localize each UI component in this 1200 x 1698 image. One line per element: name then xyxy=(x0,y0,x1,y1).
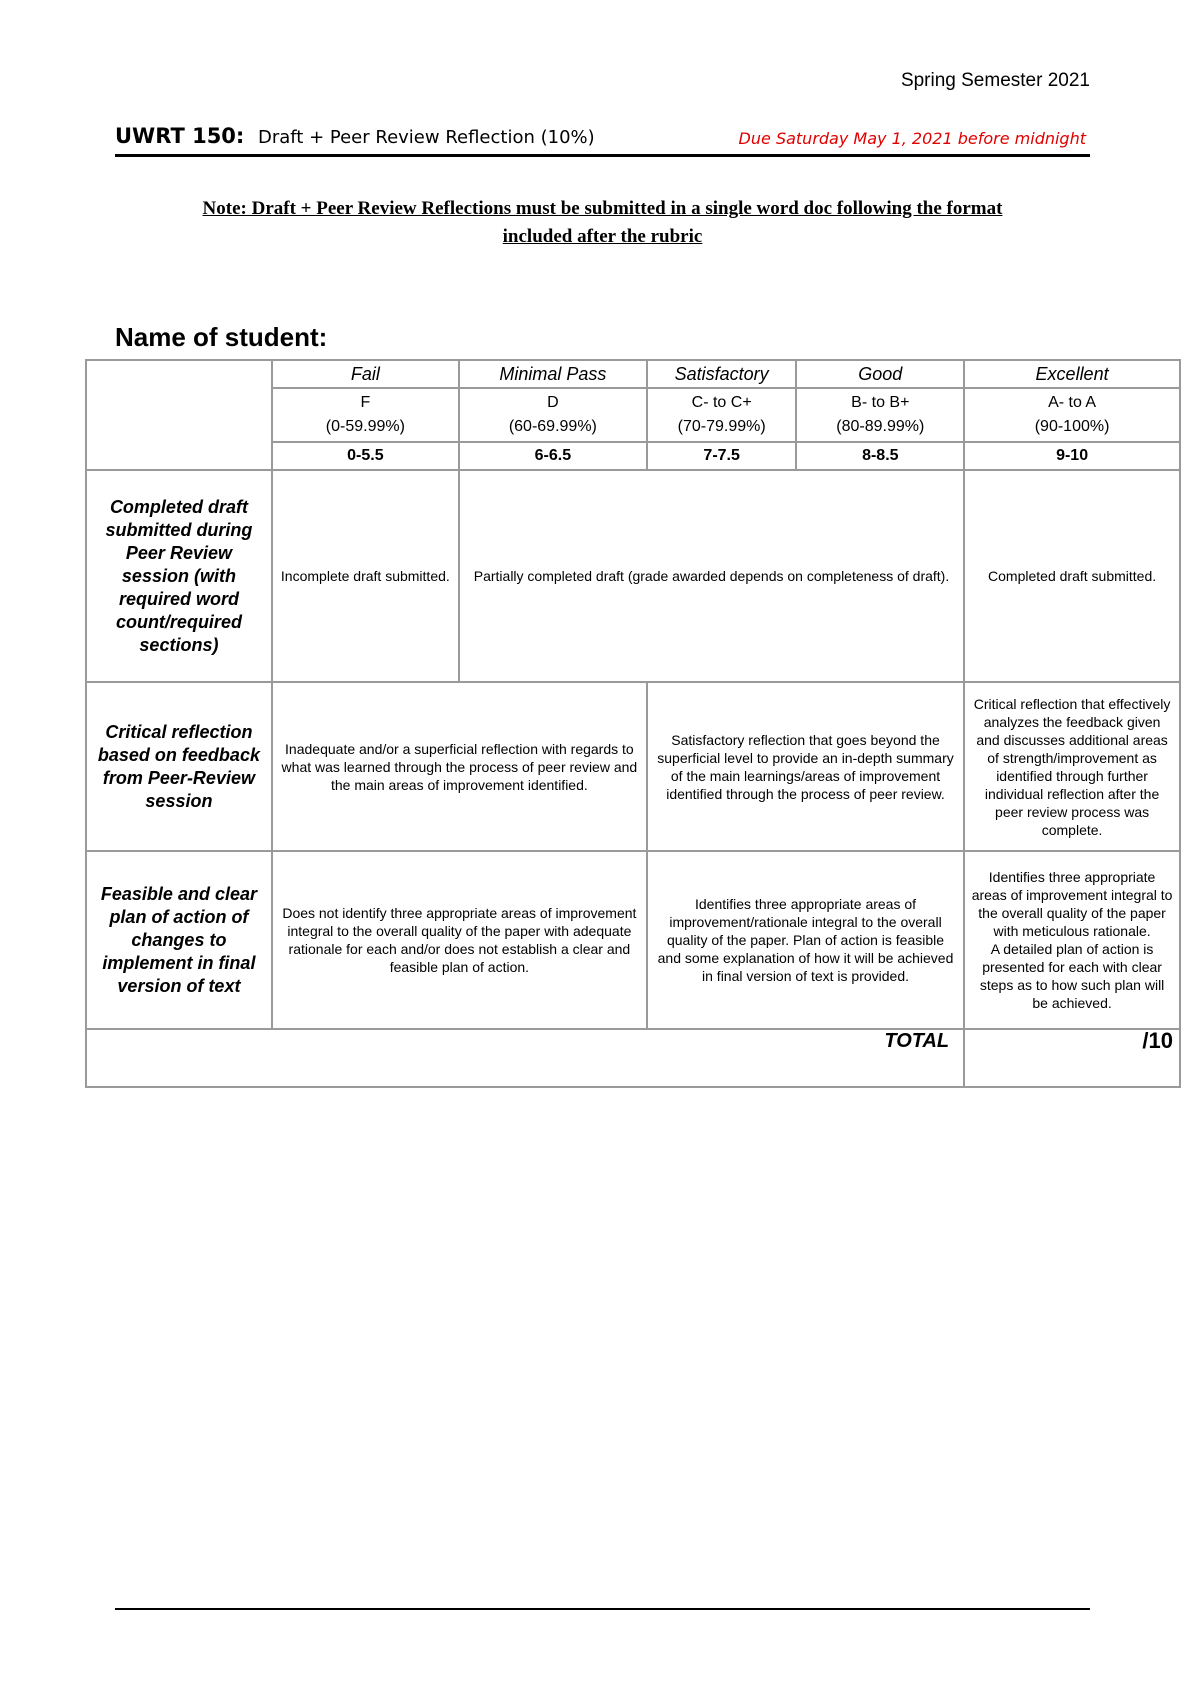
plan-excellent-part-1: Identifies three appropriate areas of improvement integral to the overall quality of the paper with meticulous rationale. xyxy=(971,869,1173,939)
criterion-reflection-label: Critical reflection based on feedback from Peer-Review session xyxy=(86,682,272,851)
semester-label: Spring Semester 2021 xyxy=(900,70,1090,91)
draft-excellent-descriptor: Completed draft submitted. xyxy=(964,470,1180,682)
rubric-table xyxy=(85,359,1181,1088)
grade-letter-good xyxy=(796,388,964,442)
plan-excellent-descriptor xyxy=(964,851,1180,1029)
percent-range: (70-79.99%) xyxy=(677,418,766,435)
grade-name-excellent: Excellent xyxy=(964,360,1180,388)
note-line-2: included after the rubric xyxy=(502,226,703,247)
grade-letter-excellent xyxy=(964,388,1180,442)
grade-name-minimal-pass: Minimal Pass xyxy=(459,360,647,388)
due-date: Due Saturday May 1, 2021 before midnight xyxy=(738,129,1086,148)
percent-range: (0-59.99%) xyxy=(325,418,405,435)
total-row xyxy=(86,1029,1180,1087)
reflection-excellent-descriptor: Critical reflection that effectively analyzes the feedback given and discusses additional areas of strength/improvement as identified through further individual reflection after the peer review process was complete. xyxy=(964,682,1180,851)
submission-note xyxy=(115,195,1090,251)
letter: C- to C+ xyxy=(691,394,752,411)
points-excellent: 9-10 xyxy=(964,442,1180,470)
total-score: /10 xyxy=(964,1029,1180,1087)
header-corner xyxy=(86,360,272,470)
criterion-plan-label: Feasible and clear plan of action of changes to implement in final version of text xyxy=(86,851,272,1029)
points-satisfactory: 7-7.5 xyxy=(647,442,797,470)
plan-low-descriptor: Does not identify three appropriate areas of improvement integral to the overall quality of the paper with adequate rationale for each and/or does not establish a clear and feasible plan of action. xyxy=(272,851,647,1029)
title-bar xyxy=(115,124,1090,157)
footer-divider xyxy=(115,1608,1090,1610)
note-line-1: Note: Draft + Peer Review Reflections must be submitted in a single word doc following the format xyxy=(202,198,1003,219)
points-minimal-pass: 6-6.5 xyxy=(459,442,647,470)
letter: B- to B+ xyxy=(851,394,910,411)
plan-mid-descriptor: Identifies three appropriate areas of improvement/rationale integral to the overall quality of the paper. Plan of action is feasible and some explanation of how it will be achieved in final version of text is provided. xyxy=(647,851,964,1029)
draft-middle-descriptor: Partially completed draft (grade awarded depends on completeness of draft). xyxy=(459,470,964,682)
points-good: 8-8.5 xyxy=(796,442,964,470)
grade-name-row xyxy=(86,360,1180,388)
student-name-label: Name of student: xyxy=(115,322,328,352)
reflection-mid-descriptor: Satisfactory reflection that goes beyond the superficial level to provide an in-depth summary of the main learnings/areas of improvement identified through the process of peer review. xyxy=(647,682,964,851)
draft-fail-descriptor: Incomplete draft submitted. xyxy=(272,470,459,682)
percent-range: (60-69.99%) xyxy=(508,418,597,435)
grade-name-fail: Fail xyxy=(272,360,459,388)
grade-name-good: Good xyxy=(796,360,964,388)
percent-range: (90-100%) xyxy=(1034,418,1110,435)
percent-range: (80-89.99%) xyxy=(836,418,925,435)
course-code: UWRT 150: xyxy=(115,124,245,148)
letter: A- to A xyxy=(1048,394,1097,411)
grade-letter-minimal-pass xyxy=(459,388,647,442)
grade-name-satisfactory: Satisfactory xyxy=(647,360,797,388)
criterion-row-reflection xyxy=(86,682,1180,851)
points-fail: 0-5.5 xyxy=(272,442,459,470)
total-label: TOTAL xyxy=(86,1029,964,1087)
letter: F xyxy=(360,394,371,411)
criterion-row-draft xyxy=(86,470,1180,682)
criterion-row-plan xyxy=(86,851,1180,1029)
criterion-draft-label: Completed draft submitted during Peer Review session (with required word count/required sections) xyxy=(86,470,272,682)
grade-letter-satisfactory xyxy=(647,388,797,442)
reflection-low-descriptor: Inadequate and/or a superficial reflection with regards to what was learned through the process of peer review and the main areas of improvement identified. xyxy=(272,682,647,851)
plan-excellent-part-2: A detailed plan of action is presented for each with clear steps as to how such plan will be achieved. xyxy=(979,941,1165,1011)
assignment-title: Draft + Peer Review Reflection (10%) xyxy=(258,127,595,148)
letter: D xyxy=(547,394,559,411)
grade-letter-fail xyxy=(272,388,459,442)
